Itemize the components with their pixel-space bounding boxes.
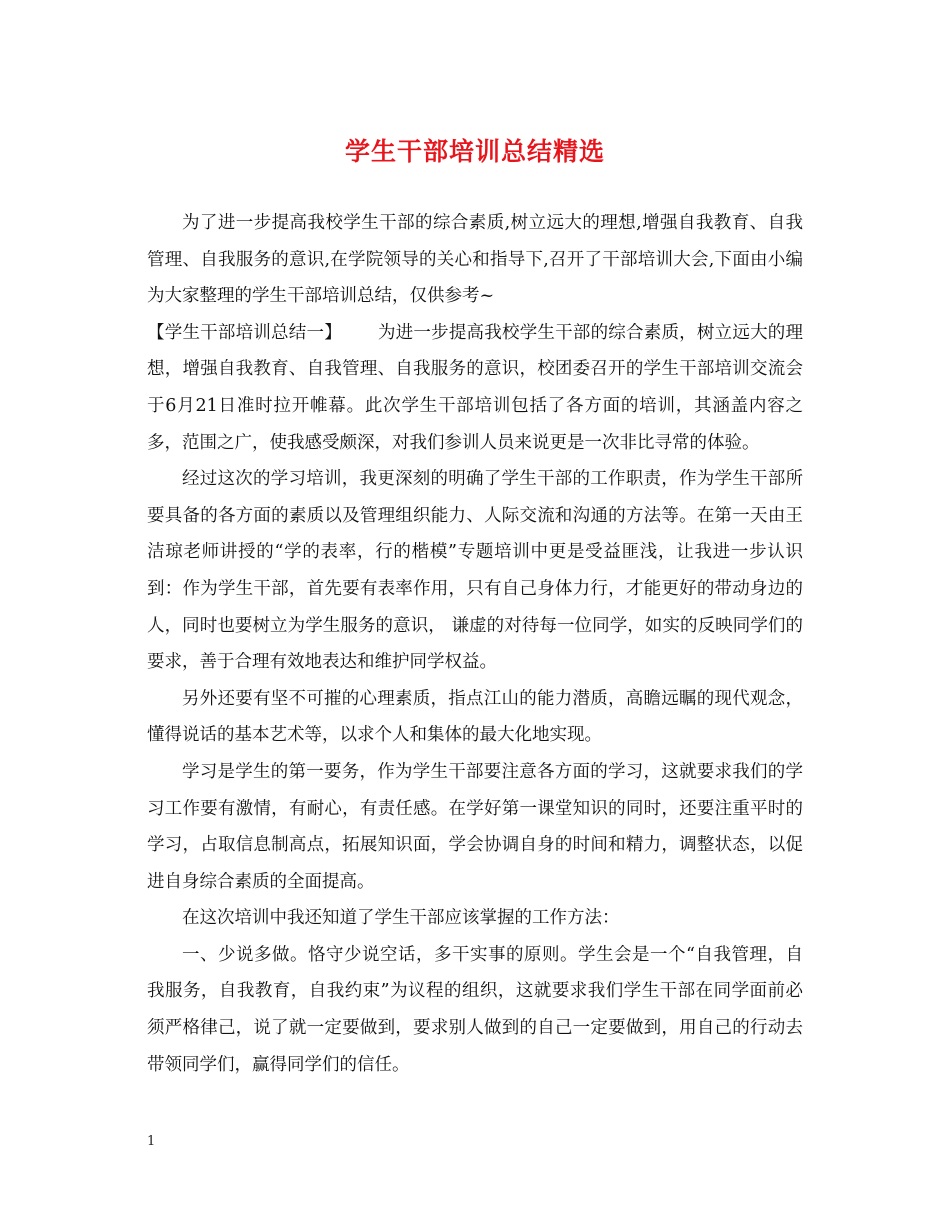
- document-body: [147, 205, 803, 1083]
- page-number: 1: [147, 1134, 156, 1149]
- body-paragraph: 学习是学生的第一要务，作为学生干部要注意各方面的学习，这就要求我们的学习工作要有激情，有耐心，有责任感。在学好第一课堂知识的同时，还要注重平时的学习，占取信息制高点，拓展知识面，学会协调自身的时间和精力，调整状态，以促进自身综合素质的全面提高。: [147, 761, 803, 892]
- body-paragraph: 经过这次的学习培训，我更深刻的明确了学生干部的工作职责，作为学生干部所要具备的各方面的素质以及管理组织能力、人际交流和沟通的方法等。在第一天由王洁琼老师讲授的“学的表率，行的楷模”专题培训中更是受益匪浅，让我进一步认识到：作为学生干部，首先要有表率作用，只有自己身体力行，才能更好的带动身边的人，同时也要树立为学生服务的意识， 谦虚的对待每一位同学，如实的反映同学们的要求，善于合理有效地表达和维护同学权益。: [147, 469, 803, 673]
- section-heading: 【学生干部培训总结一】: [147, 322, 342, 343]
- body-paragraph: 一、少说多做。恪守少说空话，多干实事的原则。学生会是一个“自我管理，自我服务，自我教育，自我约束”为议程的组织，这就要求我们学生干部在同学面前必须严格律己，说了就一定要做到，要求别人做到的自己一定要做到，用自己的行动去带领同学们，赢得同学们的信任。: [147, 944, 803, 1075]
- intro-paragraph: 为了进一步提高我校学生干部的综合素质,树立远大的理想,增强自我教育、自我管理、自我服务的意识,在学院领导的关心和指导下,召开了干部培训大会,下面由小编为大家整理的学生干部培训总结，仅供参考~: [147, 213, 803, 307]
- body-paragraph: 另外还要有坚不可摧的心理素质，指点江山的能力潜质，高瞻远瞩的现代观念，懂得说话的基本艺术等，以求个人和集体的最大化地实现。: [147, 688, 803, 746]
- section-opening-text: 为进一步提高我校学生干部的综合素质，树立远大的理想，增强自我教育、自我管理、自我服务的意识，校团委召开的学生干部培训交流会于6月21日准时拉开帷幕。此次学生干部培训包括了各方面的培训，其涵盖内容之多，范围之广，使我感受颇深，对我们参训人员来说更是一次非比寻常的体验。: [147, 322, 804, 453]
- document-title: 学生干部培训总结精选: [344, 137, 605, 166]
- section-one-paragraph: [147, 315, 803, 461]
- body-paragraph: 在这次培训中我还知道了学生干部应该掌握的工作方法：: [182, 908, 620, 929]
